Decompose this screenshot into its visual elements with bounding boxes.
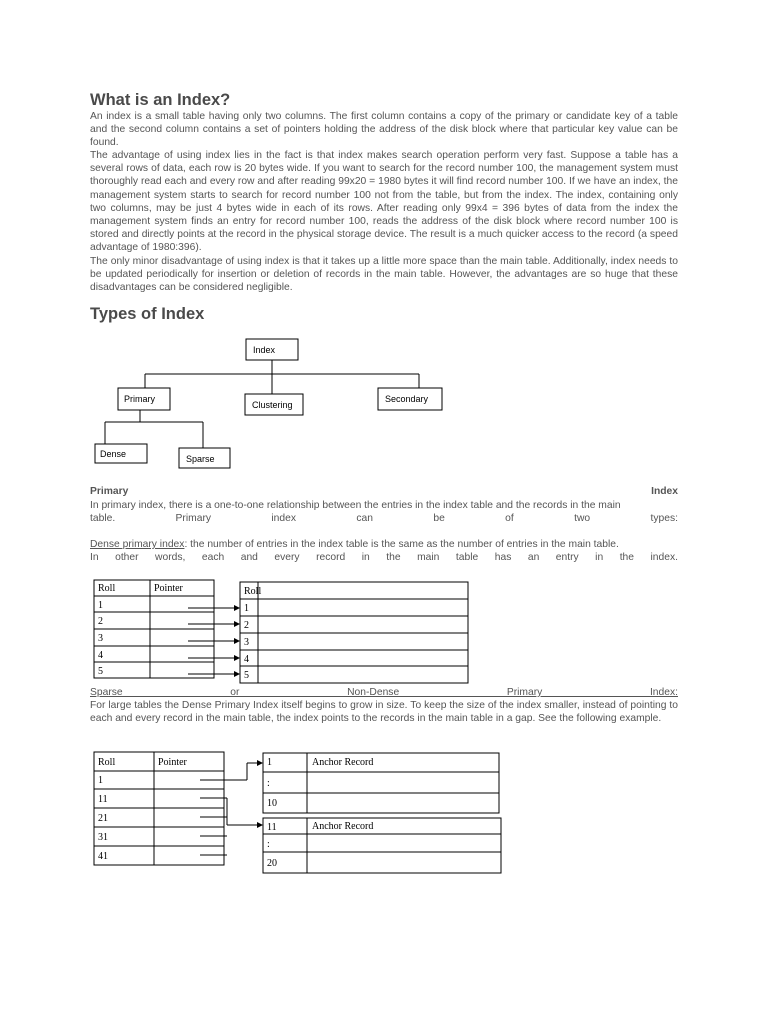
tree-label-dense: Dense	[100, 449, 127, 459]
sparse-index-roll-1: 1	[98, 775, 103, 786]
dense-index-header-pointer: Pointer	[154, 583, 183, 594]
primary-heading-right: Index	[651, 486, 678, 497]
tree-label-primary: Primary	[124, 394, 155, 404]
block1-row-10: 10	[267, 798, 277, 809]
sparse-index-figure	[90, 750, 510, 878]
dense-main-roll-1: 1	[244, 603, 249, 614]
dense-index-roll-2: 2	[98, 616, 103, 627]
intro-paragraph: An index is a small table having only two columns. The first column contains a copy of the primary or candidate key of a table and the second column contains a set of pointers holding the address of the disk block where that particular key value can be found.	[90, 111, 678, 149]
dense-main-roll-3: 3	[244, 637, 249, 648]
dense-main-roll-5: 5	[244, 670, 249, 681]
sparse-heading: Sparse or Non-Dense Primary Index:	[90, 687, 678, 698]
dense-index-roll-1: 1	[98, 600, 103, 611]
dense-main-header-roll: Roll	[244, 586, 262, 597]
sparse-index-roll-21: 21	[98, 813, 108, 824]
dense-text-line2: In other words, each and every record in the main table has an entry in the index.	[90, 552, 678, 563]
block1-anchor-label: Anchor Record	[312, 757, 374, 768]
block1-row-1: 1	[267, 757, 272, 768]
sparse-index-roll-11: 11	[98, 794, 108, 805]
tree-label-secondary: Secondary	[385, 394, 429, 404]
block2-row-ellipsis: :	[267, 839, 270, 850]
dense-index-roll-5: 5	[98, 666, 103, 677]
primary-text-line2: table. Primary index can be of two types:	[90, 513, 678, 524]
dense-index-roll-3: 3	[98, 633, 103, 644]
dense-term: Dense primary index	[90, 539, 185, 550]
dense-index-roll-4: 4	[98, 650, 103, 661]
sparse-index-header-roll: Roll	[98, 757, 116, 768]
advantage-paragraph: The advantage of using index lies in the fact is that index makes search operation perform very fast. Suppose a table has a several rows of data, each row is 20 bytes wide. If you want to search for the record number 100, the management system must thoroughly read each and every row and after reading 99x20 = 1980 bytes it will find record number 100. If we have an index, the management system starts to search for record number 100 not from the table, but from the index. The index, containing only two columns, may be just 4 bytes wide in each of its rows. After reading only 99x4 = 396 bytes of data from the index the management system finds an entry for record number 100, reads the address of the disk block where record number 100 is stored and directly points at the record in the physical storage device. The result is a much quicker access to the record (a speed advantage of 1980:396).	[90, 150, 678, 254]
disadvantage-paragraph: The only minor disadvantage of using index is that it takes up a little more space than the main table. Additionally, index needs to be updated periodically for insertion or deletion of records in the main table. However, the advantages are so huge that these disadvantages can be considered negligible.	[90, 256, 678, 294]
block2-anchor-label: Anchor Record	[312, 821, 374, 832]
page-title: What is an Index?	[90, 91, 231, 109]
tree-label-sparse: Sparse	[186, 454, 215, 464]
dense-index-figure	[90, 578, 474, 684]
dense-main-roll-2: 2	[244, 620, 249, 631]
primary-heading-left: Primary	[90, 486, 129, 497]
sparse-paragraph: For large tables the Dense Primary Index itself begins to grow in size. To keep the size of the index smaller, instead of pointing to each and every record in the main table, the index points to the records in the main table in a gap. See the following example.	[90, 700, 678, 725]
dense-line1-rest: : the number of entries in the index table is the same as the number of entries in the main table.	[184, 539, 619, 550]
dense-index-header-roll: Roll	[98, 583, 116, 594]
sparse-index-roll-31: 31	[98, 832, 108, 843]
sparse-index-header-pointer: Pointer	[158, 757, 187, 768]
sparse-index-roll-41: 41	[98, 851, 108, 862]
tree-label-clustering: Clustering	[252, 400, 293, 410]
dense-main-roll-4: 4	[244, 654, 249, 665]
block2-row-20: 20	[267, 858, 277, 869]
dense-text-line1	[90, 538, 678, 551]
block1-row-ellipsis: :	[267, 778, 270, 789]
primary-text-line1: In primary index, there is a one-to-one relationship between the entries in the index table and the records in the main	[90, 500, 621, 511]
block2-row-11: 11	[267, 822, 277, 833]
tree-label-index: Index	[253, 345, 276, 355]
types-heading: Types of Index	[90, 305, 205, 323]
primary-index-heading	[90, 486, 678, 499]
index-types-diagram	[90, 330, 470, 475]
